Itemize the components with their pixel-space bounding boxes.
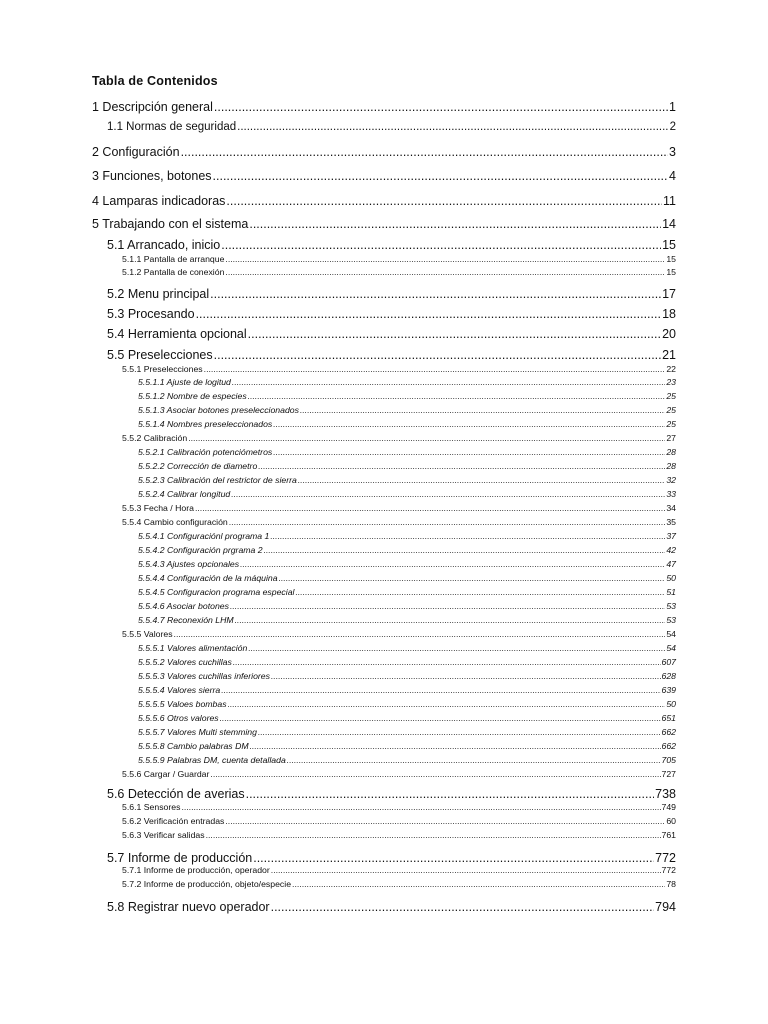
toc-leader-dots <box>250 741 661 751</box>
toc-entry-page: 628 <box>661 671 676 681</box>
toc-entry-page: 25 <box>666 419 676 429</box>
toc-entry-page: 47 <box>666 559 676 569</box>
toc-entry-label: 5.6.3 Verificar salidas <box>122 830 205 840</box>
toc-entry[interactable] <box>92 169 676 183</box>
toc-leader-dots <box>246 787 655 801</box>
toc-entry-label: 3 Funciones, botones <box>92 169 212 183</box>
toc-entry[interactable] <box>122 830 676 840</box>
toc-leader-dots <box>181 145 668 159</box>
toc-entry-page: 761 <box>661 830 676 840</box>
toc-entry[interactable] <box>122 517 676 527</box>
toc-entry-label: 5.7.2 Informe de producción, objeto/especie <box>122 879 292 889</box>
toc-entry[interactable] <box>92 100 676 114</box>
toc-leader-dots <box>214 100 668 114</box>
toc-entry-page: 53 <box>666 601 676 611</box>
toc-entry[interactable] <box>138 545 676 555</box>
toc-entry-page: 33 <box>666 489 676 499</box>
toc-title: Tabla de Contenidos <box>92 74 218 88</box>
toc-entry-page: 28 <box>666 447 676 457</box>
toc-entry-page: 794 <box>655 900 676 914</box>
toc-entry-label: 2 Configuración <box>92 145 180 159</box>
toc-entry[interactable] <box>138 531 676 541</box>
toc-entry[interactable] <box>138 741 676 751</box>
toc-entry-label: 5.5.4 Cambio configuración <box>122 517 228 527</box>
toc-leader-dots <box>287 755 661 765</box>
toc-entry[interactable] <box>122 364 676 374</box>
toc-entry[interactable] <box>138 377 676 387</box>
toc-entry[interactable] <box>122 816 676 826</box>
toc-leader-dots <box>230 601 665 611</box>
toc-entry[interactable] <box>138 419 676 429</box>
toc-entry-page: 22 <box>666 364 676 374</box>
toc-entry-label: 5.5.3 Fecha / Hora <box>122 503 194 513</box>
toc-entry-page: 772 <box>661 865 676 875</box>
toc-entry-label: 5.5.4.5 Configuracion programa especial <box>138 587 295 597</box>
toc-leader-dots <box>279 573 666 583</box>
toc-entry[interactable] <box>138 671 676 681</box>
toc-entry-label: 5.5.5.7 Valores Multi stemming <box>138 727 257 737</box>
toc-entry-page: 25 <box>666 405 676 415</box>
toc-entry[interactable] <box>122 267 676 277</box>
toc-entry[interactable] <box>138 755 676 765</box>
toc-leader-dots <box>221 238 661 252</box>
toc-entry[interactable] <box>138 727 676 737</box>
toc-entry-page: 35 <box>666 517 676 527</box>
toc-entry-label: 5.7 Informe de producción <box>107 851 253 865</box>
toc-entry-page: 15 <box>666 254 676 264</box>
toc-entry-page: 27 <box>666 433 676 443</box>
toc-entry[interactable] <box>107 900 676 914</box>
toc-leader-dots <box>174 629 666 639</box>
toc-entry[interactable] <box>122 865 676 875</box>
toc-leader-dots <box>292 879 665 889</box>
toc-entry-page: 2 <box>669 121 676 133</box>
toc-entry-label: 5.5.5.6 Otros valores <box>138 713 219 723</box>
toc-entry-label: 5.5.1.3 Asociar botones preseleccionados <box>138 405 299 415</box>
toc-entry-label: 5.5.1 Preselecciones <box>122 364 203 374</box>
toc-entry-page: 14 <box>662 217 676 231</box>
toc-leader-dots <box>204 364 666 374</box>
toc-leader-dots <box>295 587 665 597</box>
toc-entry[interactable] <box>122 879 676 889</box>
toc-entry[interactable] <box>107 348 676 362</box>
toc-leader-dots <box>248 643 665 653</box>
toc-entry-label: 5.5.6 Cargar / Guardar <box>122 769 210 779</box>
toc-entry-label: 5.5.2 Calibración <box>122 433 188 443</box>
toc-entry-label: 5.5.4.2 Configuración prgrama 2 <box>138 545 263 555</box>
toc-entry[interactable] <box>138 559 676 569</box>
toc-entry-page: 772 <box>655 851 676 865</box>
toc-leader-dots <box>196 307 662 321</box>
toc-leader-dots <box>181 802 660 812</box>
toc-entry-page: 705 <box>661 755 676 765</box>
toc-entry-page: 54 <box>666 643 676 653</box>
toc-entry-page: 32 <box>666 475 676 485</box>
toc-entry-label: 5.5.5.1 Valores alimentación <box>138 643 248 653</box>
toc-leader-dots <box>271 900 655 914</box>
toc-leader-dots <box>240 559 665 569</box>
toc-leader-dots <box>210 769 660 779</box>
toc-leader-dots <box>258 461 665 471</box>
toc-entry[interactable] <box>138 615 676 625</box>
toc-entry[interactable] <box>122 254 676 264</box>
toc-entry[interactable] <box>107 787 676 801</box>
toc-leader-dots <box>232 377 665 387</box>
toc-entry[interactable] <box>138 601 676 611</box>
toc-entry[interactable] <box>107 307 676 321</box>
toc-entry[interactable] <box>138 461 676 471</box>
toc-entry[interactable] <box>138 573 676 583</box>
toc-entry-page: 51 <box>666 587 676 597</box>
toc-entry[interactable] <box>107 238 676 252</box>
toc-entry[interactable] <box>107 327 676 341</box>
toc-entry-page: 25 <box>666 391 676 401</box>
toc-leader-dots <box>253 851 654 865</box>
toc-leader-dots <box>300 405 665 415</box>
toc-leader-dots <box>298 475 665 485</box>
toc-entry[interactable] <box>138 657 676 667</box>
toc-entry[interactable] <box>122 629 676 639</box>
toc-entry[interactable] <box>107 851 676 865</box>
toc-entry[interactable] <box>92 217 676 231</box>
toc-entry-page: 50 <box>666 573 676 583</box>
toc-entry-label: 5.6.2 Verificación entradas <box>122 816 225 826</box>
toc-entry-page: 727 <box>661 769 676 779</box>
toc-entry-page: 20 <box>662 327 676 341</box>
toc-entry-page: 11 <box>663 194 676 208</box>
toc-entry[interactable] <box>107 287 676 301</box>
toc-entry-label: 5.5.1.4 Nombres preseleccionados <box>138 419 273 429</box>
toc-leader-dots <box>235 615 666 625</box>
toc-entry[interactable] <box>138 489 676 499</box>
toc-entry-label: 5.5.4.1 Configuraciónl programa 1 <box>138 531 270 541</box>
toc-entry-page: 639 <box>661 685 676 695</box>
toc-entry-label: 5.2 Menu principal <box>107 287 210 301</box>
toc-entry-page: 662 <box>661 727 676 737</box>
toc-entry-label: 1 Descripción general <box>92 100 213 114</box>
toc-leader-dots <box>270 531 665 541</box>
toc-entry-label: 5.5.5.5 Valoes bombas <box>138 699 227 709</box>
toc-entry-label: 5.5.5.3 Valores cuchillas inferiores <box>138 671 270 681</box>
toc-leader-dots <box>249 217 661 231</box>
toc-leader-dots <box>206 830 661 840</box>
toc-entry-page: 50 <box>666 699 676 709</box>
toc-leader-dots <box>225 816 665 826</box>
toc-entry-page: 607 <box>661 657 676 667</box>
toc-entry[interactable] <box>138 685 676 695</box>
toc-entry[interactable] <box>138 713 676 723</box>
toc-entry-page: 15 <box>662 238 676 252</box>
toc-leader-dots <box>248 391 666 401</box>
toc-entry-label: 5.5.4.7 Reconexión LHM <box>138 615 234 625</box>
toc-entry-page: 3 <box>669 145 676 159</box>
toc-entry-label: 5.6.1 Sensores <box>122 802 181 812</box>
toc-entry-page: 37 <box>666 531 676 541</box>
toc-leader-dots <box>248 327 661 341</box>
toc-entry[interactable] <box>107 121 676 133</box>
toc-entry-page: 4 <box>669 169 676 183</box>
toc-entry-label: 5.5.2.3 Calibración del restrictor de sierra <box>138 475 297 485</box>
toc-entry-label: 4 Lamparas indicadoras <box>92 194 226 208</box>
toc-entry-page: 34 <box>666 503 676 513</box>
toc-entry-label: 5.7.1 Informe de producción, operador <box>122 865 270 875</box>
toc-leader-dots <box>220 713 661 723</box>
toc-entry-label: 5 Trabajando con el sistema <box>92 217 249 231</box>
toc-leader-dots <box>195 503 665 513</box>
toc-entry-page: 18 <box>662 307 676 321</box>
toc-leader-dots <box>229 517 666 527</box>
toc-leader-dots <box>213 169 669 183</box>
toc-entry-page: 60 <box>666 816 676 826</box>
toc-entry-label: 5.3 Procesando <box>107 307 195 321</box>
toc-entry[interactable] <box>138 391 676 401</box>
toc-entry-label: 5.5 Preselecciones <box>107 348 213 362</box>
toc-leader-dots <box>264 545 666 555</box>
toc-leader-dots <box>214 348 661 362</box>
toc-entry-label: 5.5.2.2 Corrección de diametro <box>138 461 258 471</box>
toc-entry[interactable] <box>122 769 676 779</box>
toc-entry-label: 5.1.1 Pantalla de arranque <box>122 254 225 264</box>
toc-entry[interactable] <box>92 145 676 159</box>
toc-entry-label: 5.5.1.1 Ajuste de logitud <box>138 377 231 387</box>
toc-entry-label: 5.5.4.3 Ajustes opcionales <box>138 559 240 569</box>
toc-entry[interactable] <box>138 643 676 653</box>
toc-entry-page: 662 <box>661 741 676 751</box>
toc-leader-dots <box>258 727 661 737</box>
toc-entry-label: 5.5.4.4 Configuración de la máquina <box>138 573 278 583</box>
toc-leader-dots <box>231 489 665 499</box>
toc-entry-page: 738 <box>655 787 676 801</box>
toc-entry-page: 21 <box>662 348 676 362</box>
toc-leader-dots <box>210 287 661 301</box>
toc-entry-label: 5.5.5 Valores <box>122 629 173 639</box>
toc-leader-dots <box>228 699 666 709</box>
toc-entry-label: 5.5.5.8 Cambio palabras DM <box>138 741 249 751</box>
toc-entry-page: 78 <box>666 879 676 889</box>
toc-entry-page: 651 <box>661 713 676 723</box>
toc-leader-dots <box>225 254 665 264</box>
toc-leader-dots <box>273 447 665 457</box>
toc-leader-dots <box>271 671 661 681</box>
toc-entry-label: 5.5.2.1 Calibración potenciómetros <box>138 447 273 457</box>
toc-entry-page: 53 <box>666 615 676 625</box>
toc-entry-label: 5.5.5.2 Valores cuchillas <box>138 657 232 667</box>
toc-leader-dots <box>237 121 668 133</box>
toc-entry[interactable] <box>92 194 676 208</box>
toc-entry-page: 749 <box>661 802 676 812</box>
toc-entry[interactable] <box>138 699 676 709</box>
toc-entry-page: 42 <box>666 545 676 555</box>
toc-entry-label: 5.5.1.2 Nombre de especies <box>138 391 247 401</box>
toc-entry-label: 5.8 Registrar nuevo operador <box>107 900 270 914</box>
toc-entry[interactable] <box>138 475 676 485</box>
toc-entry-label: 5.5.5.4 Valores sierra <box>138 685 221 695</box>
toc-entry-label: 5.5.2.4 Calibrar longitud <box>138 489 231 499</box>
toc-entry-label: 5.5.4.6 Asociar botones <box>138 601 229 611</box>
toc-entry[interactable] <box>122 802 676 812</box>
toc-entry-label: 5.1.2 Pantalla de conexión <box>122 267 225 277</box>
toc-leader-dots <box>225 267 665 277</box>
toc-entry-page: 54 <box>666 629 676 639</box>
toc-entry-label: 5.5.5.9 Palabras DM, cuenta detallada <box>138 755 286 765</box>
toc-entry[interactable] <box>138 405 676 415</box>
toc-entry[interactable] <box>138 447 676 457</box>
toc-entry-label: 5.6 Detección de averias <box>107 787 245 801</box>
toc-leader-dots <box>188 433 665 443</box>
toc-leader-dots <box>233 657 661 667</box>
toc-entry-page: 17 <box>662 287 676 301</box>
toc-entry-page: 15 <box>666 267 676 277</box>
toc-leader-dots <box>273 419 665 429</box>
toc-entry-label: 5.1 Arrancado, inicio <box>107 238 221 252</box>
toc-entry-label: 5.4 Herramienta opcional <box>107 327 247 341</box>
toc-leader-dots <box>221 685 660 695</box>
toc-entry[interactable] <box>122 433 676 443</box>
toc-entry-page: 23 <box>666 377 676 387</box>
toc-leader-dots <box>226 194 662 208</box>
toc-entry-label: 1.1 Normas de seguridad <box>107 121 237 133</box>
toc-entry-page: 1 <box>669 100 676 114</box>
toc-entry[interactable] <box>122 503 676 513</box>
toc-entry-page: 28 <box>666 461 676 471</box>
toc-entry[interactable] <box>138 587 676 597</box>
toc-leader-dots <box>271 865 661 875</box>
